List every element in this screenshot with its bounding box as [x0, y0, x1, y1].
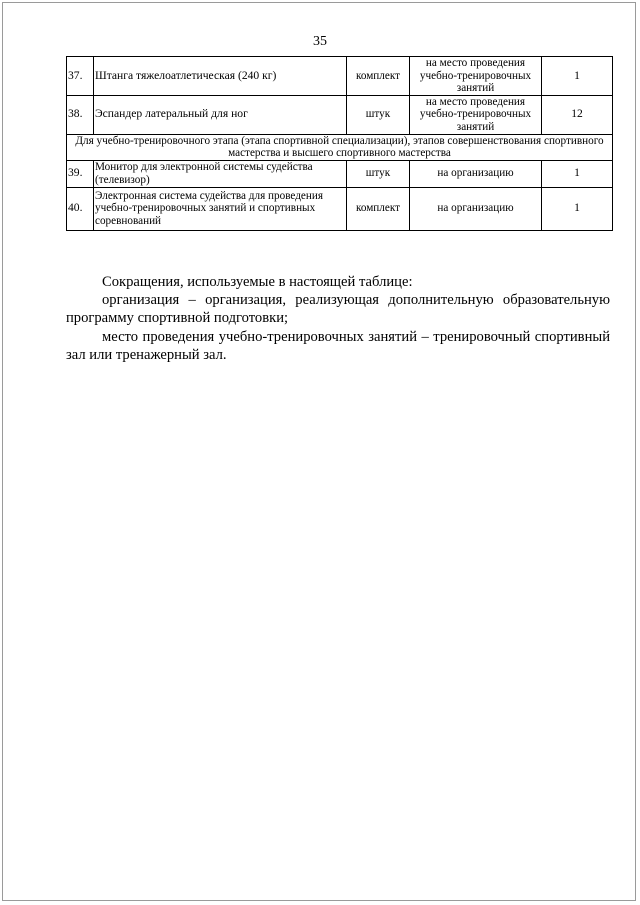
row-number: 39.	[67, 160, 94, 187]
item-name: Эспандер латеральный для ног	[94, 95, 347, 134]
table-row	[67, 95, 613, 134]
item-place: на место проведения учебно-тренировочных занятий	[410, 57, 542, 96]
section-header: Для учебно-тренировочного этапа (этапа спортивной специализации), этапов совершенствования спортивного мастерства и высшего спортивного мастерства	[67, 134, 613, 160]
row-number: 38.	[67, 95, 94, 134]
item-unit: штук	[347, 160, 410, 187]
row-number: 40.	[67, 187, 94, 230]
item-quantity: 1	[542, 57, 613, 96]
item-name: Электронная система судейства для проведения учебно-тренировочных занятий и спортивных соревнований	[94, 187, 347, 230]
table-row	[67, 187, 613, 230]
equipment-table	[66, 56, 613, 231]
item-place: на организацию	[410, 187, 542, 230]
item-name: Штанга тяжелоатлетическая (240 кг)	[94, 57, 347, 96]
table-section-row	[67, 134, 613, 160]
notes-intro: Сокращения, используемые в настоящей таблице:	[102, 274, 413, 290]
abbreviations-notes	[66, 273, 610, 364]
item-unit: комплект	[347, 57, 410, 96]
page-number: 35	[313, 34, 327, 49]
item-place: на место проведения учебно-тренировочных занятий	[410, 95, 542, 134]
item-name: Монитор для электронной системы судейства (телевизор)	[94, 160, 347, 187]
item-quantity: 1	[542, 160, 613, 187]
note-organization: организация – организация, реализующая дополнительную образовательную программу спортивной подготовки;	[66, 292, 610, 327]
row-number: 37.	[67, 57, 94, 96]
item-place: на организацию	[410, 160, 542, 187]
item-quantity: 12	[542, 95, 613, 134]
table-row	[67, 57, 613, 96]
item-quantity: 1	[542, 187, 613, 230]
item-unit: штук	[347, 95, 410, 134]
item-unit: комплект	[347, 187, 410, 230]
note-place: место проведения учебно-тренировочных занятий – тренировочный спортивный зал или тренажерный зал.	[66, 328, 610, 363]
table-row	[67, 160, 613, 187]
